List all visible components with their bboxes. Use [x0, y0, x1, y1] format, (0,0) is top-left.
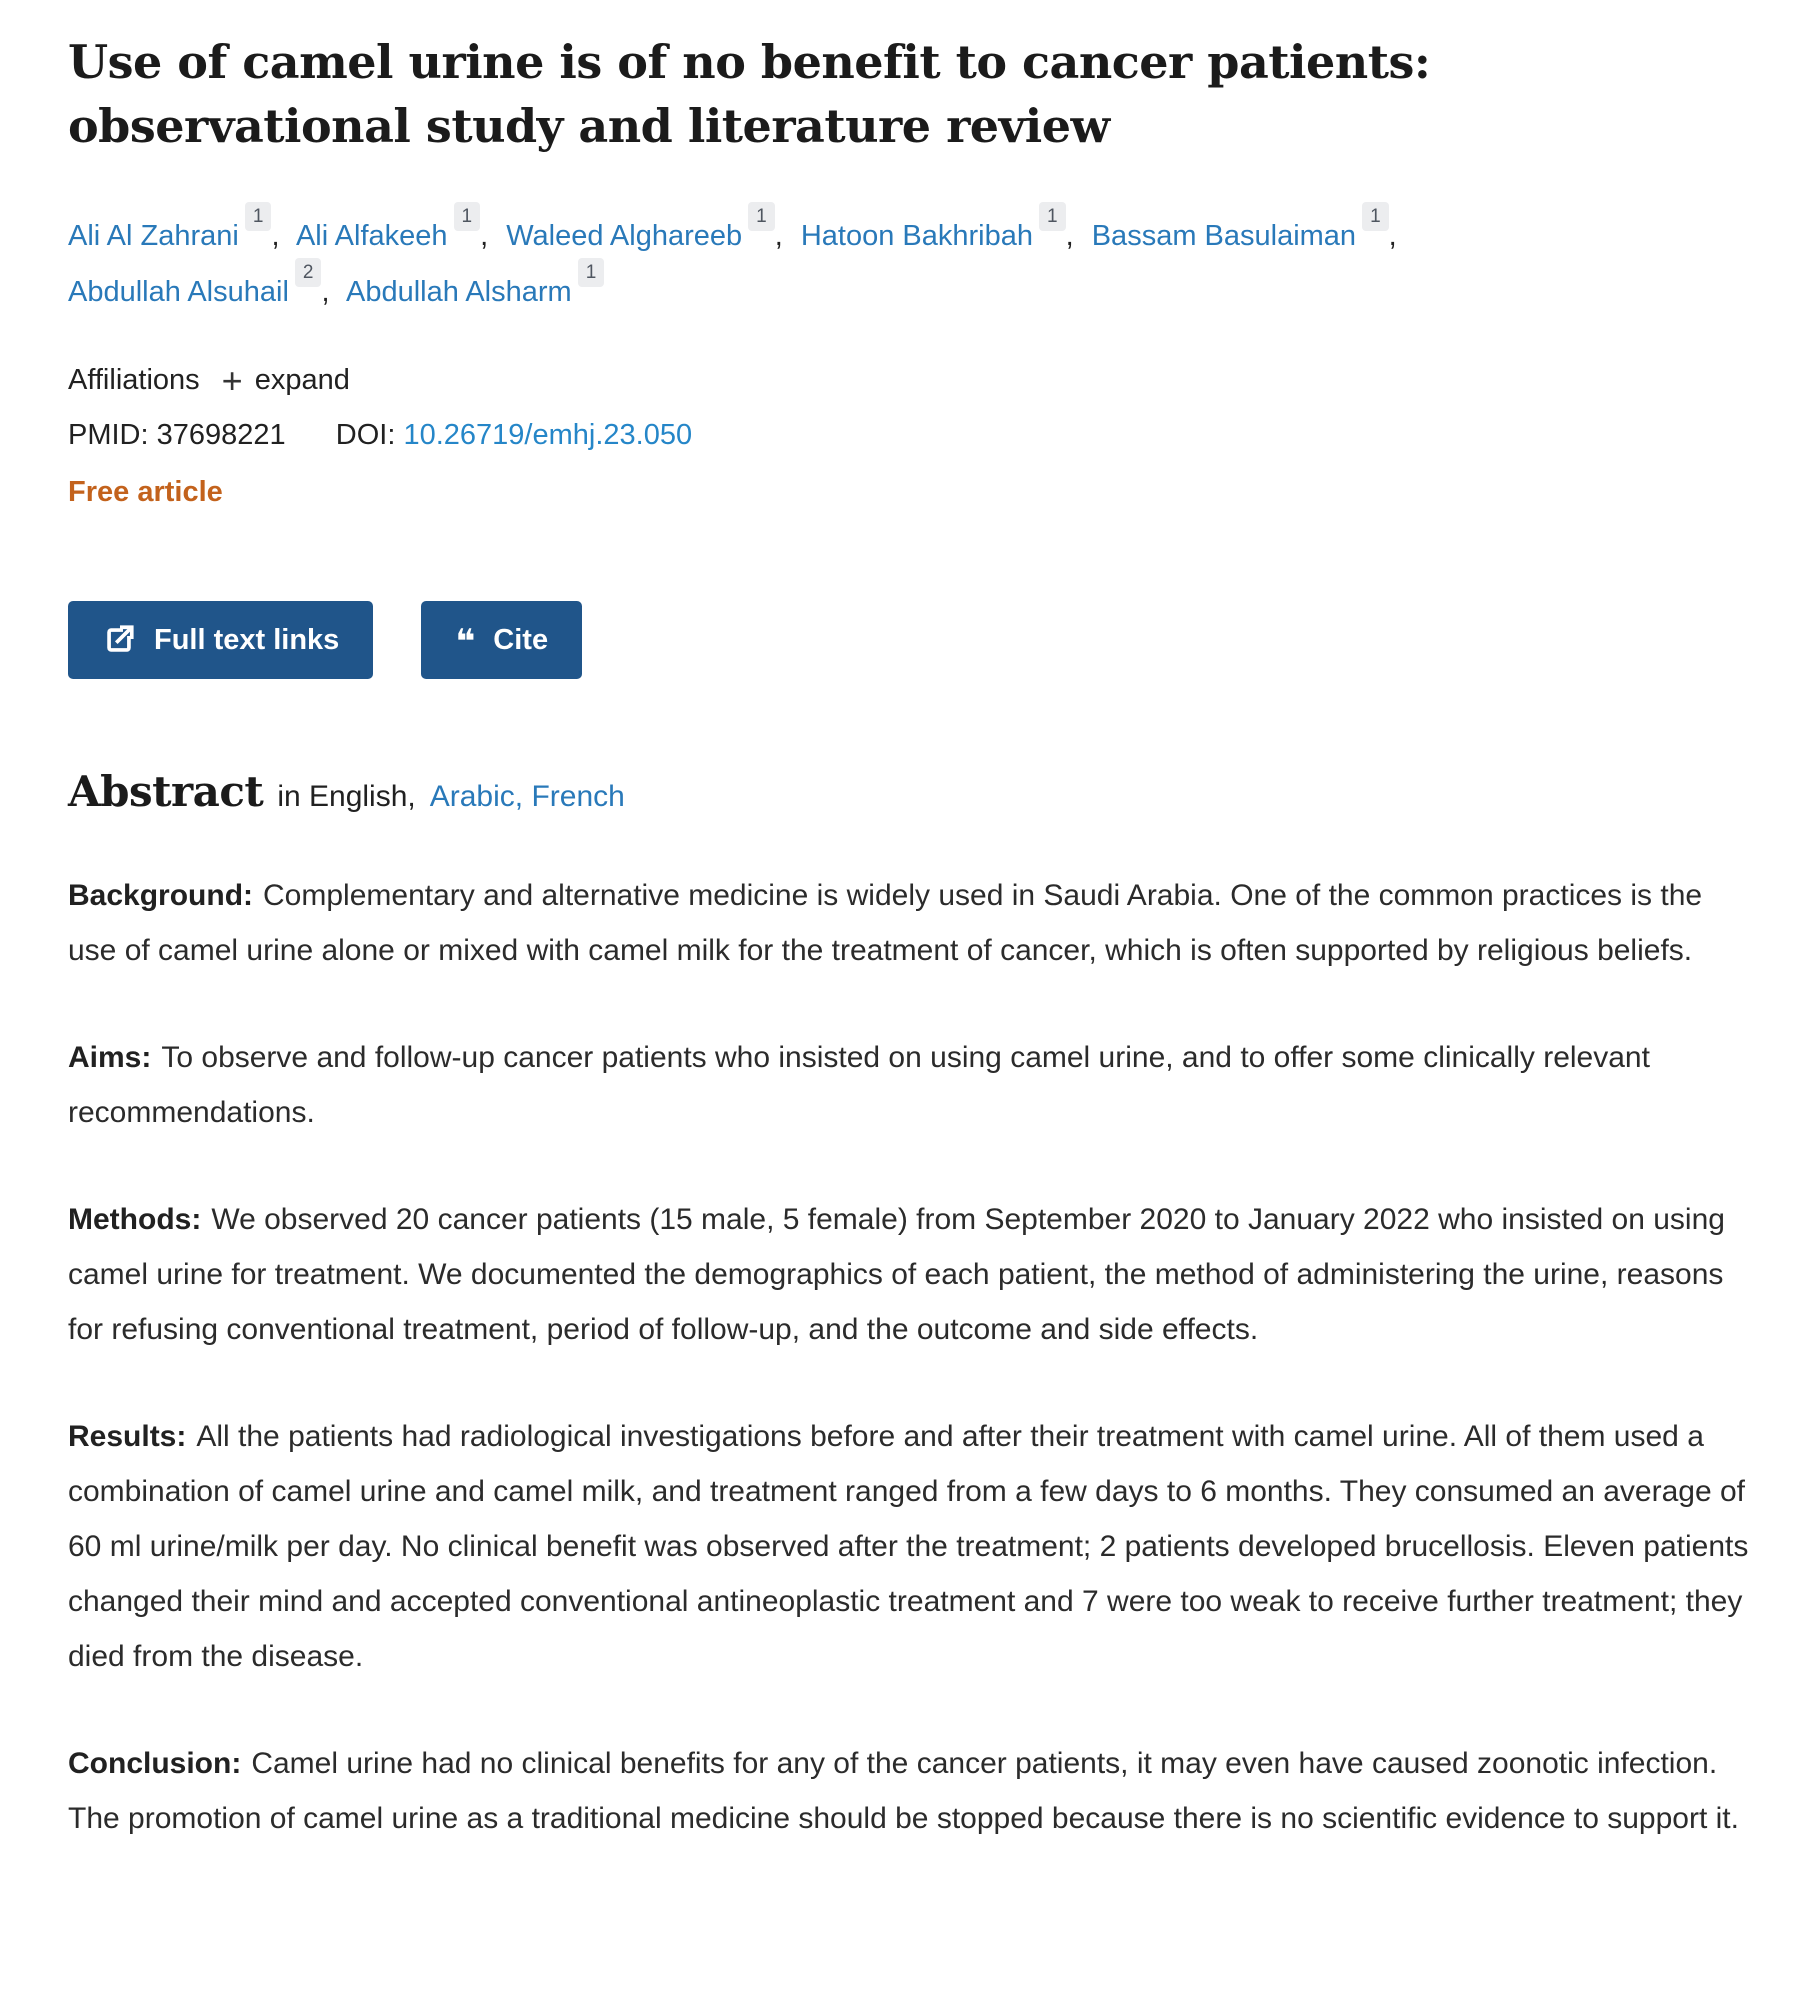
section-text: All the patients had radiological investigations before and after their treatment with camel urine. All of them used a combination of camel urine and camel milk, and treatment ranged from a few days to 6 months. They consumed an average of 60 ml urine/milk per day. No clinical benefit was observed after the treatment; 2 patients developed brucellosis. Eleven patients changed their mind and accepted conventional antineoplastic treatment and 7 were too weak to receive further treatment; they died from the disease.	[68, 1420, 1749, 1673]
author-item	[346, 262, 604, 308]
author-separator: ,	[480, 220, 489, 252]
abstract-section-conclusion	[68, 1736, 1757, 1846]
abstract-heading-word: Abstract	[68, 767, 264, 816]
abstract-heading	[68, 767, 1757, 816]
plus-icon: +	[221, 359, 243, 401]
author-link[interactable]: Abdullah Alsuhail	[68, 276, 289, 308]
author-link[interactable]: Hatoon Bakhribah	[800, 220, 1034, 252]
affiliation-number-badge[interactable]: 1	[454, 202, 481, 231]
full-text-links-label: Full text links	[154, 623, 340, 656]
section-text: We observed 20 cancer patients (15 male, 5 female) from September 2020 to January 2022 who insisted on using camel urine for treatment. We documented the demographics of each patient, the method of administering the urine, reasons for refusing conventional treatment, period of follow-up, and the outcome and side effects.	[68, 1203, 1725, 1346]
author-link[interactable]: Ali Alfakeeh	[295, 220, 448, 252]
external-link-icon	[102, 623, 136, 657]
author-item	[506, 206, 793, 252]
author-link[interactable]: Bassam Basulaiman	[1091, 220, 1357, 252]
author-separator: ,	[1065, 220, 1074, 252]
author-link[interactable]: Ali Al Zahrani	[68, 220, 239, 252]
author-link[interactable]: Waleed Alghareeb	[506, 220, 743, 252]
author-item	[68, 262, 340, 308]
doi-label: DOI:	[335, 419, 396, 451]
abstract-language-links[interactable]: Arabic, French	[429, 780, 625, 813]
author-item	[295, 206, 498, 252]
abstract-section-results	[68, 1409, 1757, 1684]
affiliations-label: Affiliations	[68, 364, 200, 396]
affiliation-number-badge[interactable]: 1	[245, 202, 272, 231]
section-text: To observe and follow-up cancer patients who insisted on using camel urine, and to offer some clinically relevant recommendations.	[68, 1041, 1650, 1129]
section-text: Camel urine had no clinical benefits for any of the cancer patients, it may even have caused zoonotic infection. The promotion of camel urine as a traditional medicine should be stopped because there is no scientific evidence to support it.	[68, 1747, 1739, 1835]
abstract-in-english-label: in English,	[277, 780, 416, 813]
article-title: Use of camel urine is of no benefit to cancer patients: observational study and literature review	[68, 35, 1431, 153]
section-label: Background:	[68, 879, 254, 912]
expand-label: expand	[254, 364, 350, 396]
author-separator: ,	[1388, 220, 1397, 252]
affiliations-expand-button[interactable]	[221, 359, 350, 401]
affiliations-row	[68, 359, 1757, 401]
cite-button[interactable]	[421, 601, 582, 679]
section-text: Complementary and alternative medicine is widely used in Saudi Arabia. One of the common practices is the use of camel urine alone or mixed with camel milk for the treatment of cancer, which is often supported by religious beliefs.	[68, 879, 1703, 967]
abstract-section-methods	[68, 1192, 1757, 1357]
free-article-badge: Free article	[68, 476, 223, 508]
pmid-label: PMID:	[68, 419, 149, 451]
identifiers-row	[68, 419, 1757, 452]
author-item	[800, 206, 1084, 252]
author-item	[1091, 206, 1407, 252]
quote-icon: ❝	[455, 623, 476, 661]
author-link[interactable]: Abdullah Alsharm	[346, 276, 572, 308]
affiliation-number-badge[interactable]: 1	[1039, 202, 1066, 231]
section-label: Methods:	[68, 1203, 202, 1236]
abstract-section-background	[68, 868, 1757, 978]
author-item	[68, 206, 290, 252]
author-separator: ,	[774, 220, 783, 252]
affiliation-number-badge[interactable]: 2	[295, 258, 322, 287]
full-text-links-button[interactable]	[68, 601, 373, 679]
cite-label: Cite	[493, 623, 549, 656]
affiliation-number-badge[interactable]: 1	[578, 258, 605, 287]
pmid-value: 37698221	[156, 419, 286, 451]
author-separator: ,	[321, 276, 330, 308]
section-label: Conclusion:	[68, 1747, 242, 1780]
authors-list	[68, 208, 1468, 320]
author-separator: ,	[271, 220, 280, 252]
affiliation-number-badge[interactable]: 1	[1362, 202, 1389, 231]
abstract-section-aims	[68, 1030, 1757, 1140]
section-label: Aims:	[68, 1041, 152, 1074]
section-label: Results:	[68, 1420, 187, 1453]
doi-link[interactable]: 10.26719/emhj.23.050	[403, 419, 693, 451]
affiliation-number-badge[interactable]: 1	[748, 202, 775, 231]
action-buttons-row	[68, 601, 1757, 679]
